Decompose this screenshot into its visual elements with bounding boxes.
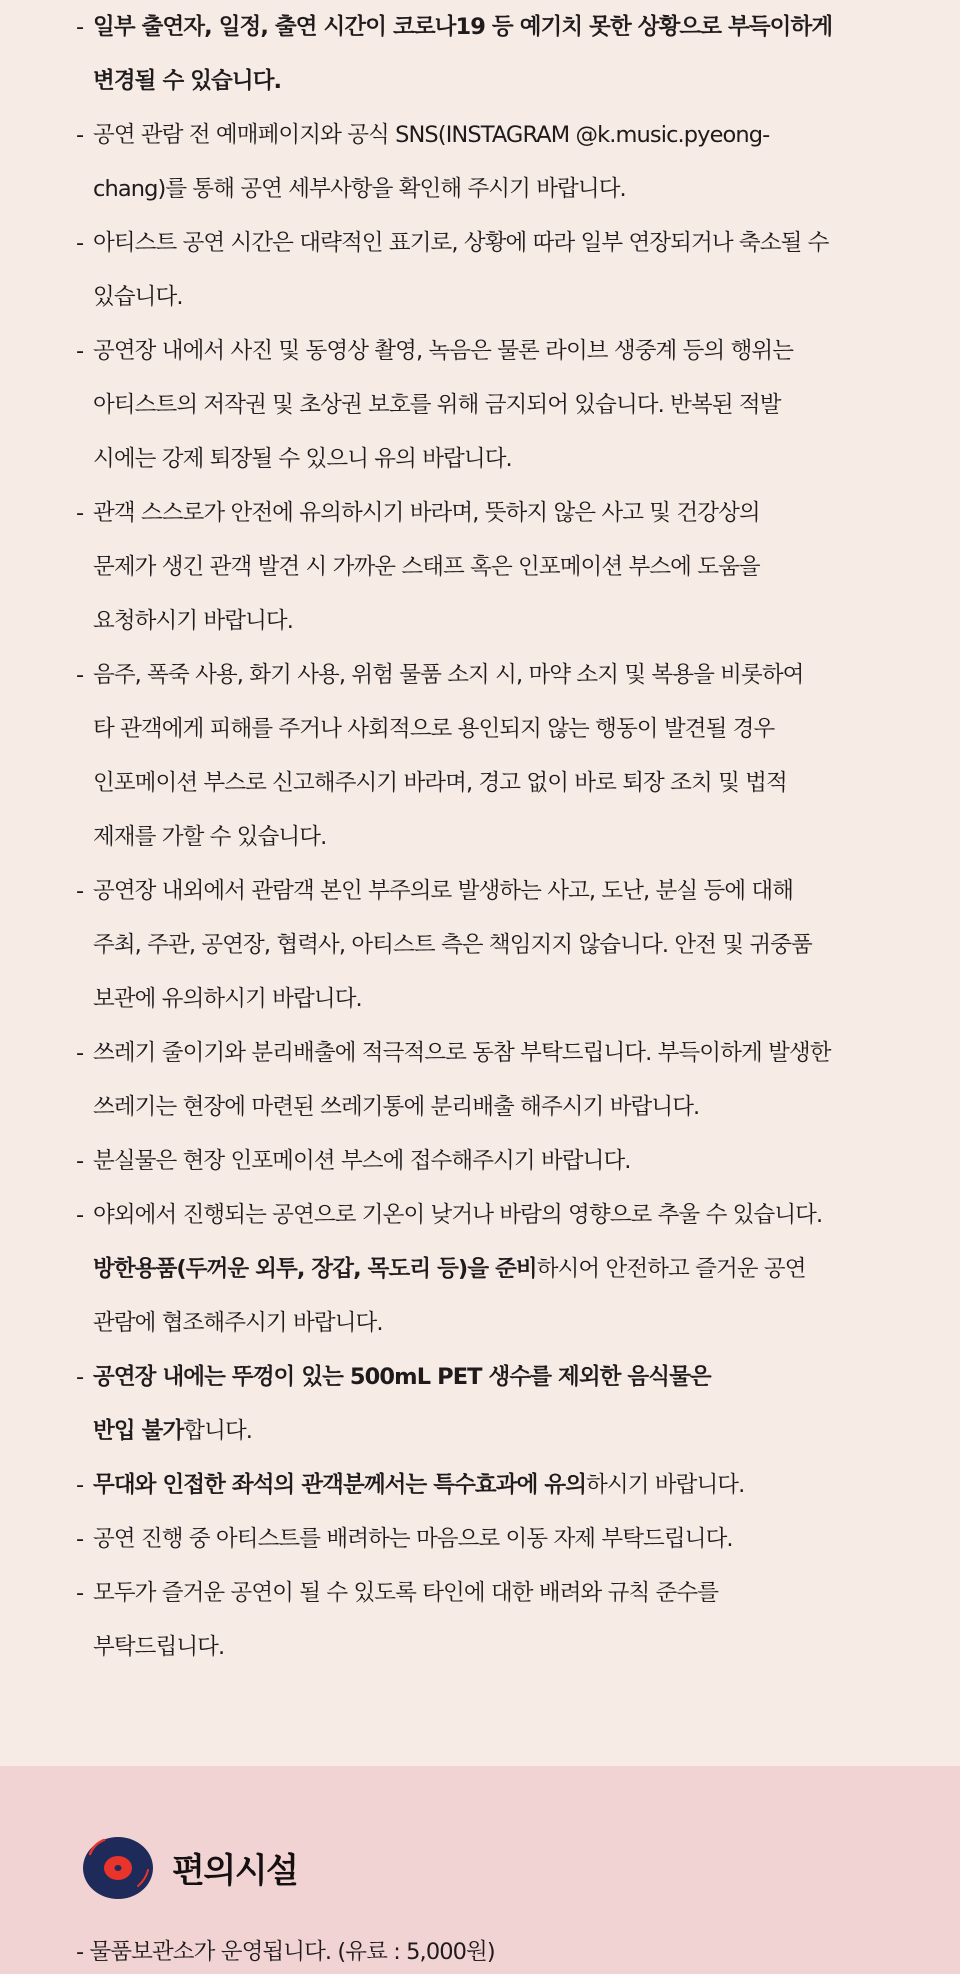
notice-text: 쓰레기는 현장에 마련된 쓰레기통에 분리배출 해주시기 바랍니다.	[93, 1094, 700, 1120]
bullet-dash: -	[76, 1040, 84, 1066]
notice-text: 공연 진행 중 아티스트를 배려하는 마음으로 이동 자제 부탁드립니다.	[93, 1526, 733, 1552]
notice-list	[76, 0, 946, 1674]
notice-text: 하시기 바랍니다.	[586, 1472, 745, 1498]
notice-text: 쓰레기 줄이기와 분리배출에 적극적으로 동참 부탁드립니다. 부득이하게 발생한	[93, 1040, 831, 1066]
notice-text: 관람에 협조해주시기 바랍니다.	[93, 1310, 383, 1336]
notice-line	[93, 1350, 946, 1404]
notice-line	[93, 324, 946, 378]
notice-line	[93, 270, 946, 324]
notice-line	[93, 1080, 946, 1134]
notice-line	[93, 216, 946, 270]
notice-line	[93, 864, 946, 918]
notice-line	[93, 1026, 946, 1080]
notice-item	[76, 324, 946, 486]
notice-line	[93, 108, 946, 162]
notice-text: 공연 관람 전 예매페이지와 공식 SNS(INSTAGRAM @k.music.pyeong-	[93, 122, 770, 148]
notice-item	[76, 486, 946, 648]
bullet-dash: -	[76, 662, 84, 688]
notice-line	[93, 540, 946, 594]
notice-item	[76, 1458, 946, 1512]
notice-line	[93, 1458, 946, 1512]
facility-section	[0, 1766, 960, 1974]
notice-text: 공연장 내외에서 관람객 본인 부주의로 발생하는 사고, 도난, 분실 등에 대해	[93, 878, 794, 904]
notice-line	[93, 1404, 946, 1458]
bullet-dash: -	[76, 14, 84, 40]
notice-line	[93, 810, 946, 864]
notice-text-bold: 방한용품(두꺼운 외투, 장갑, 목도리 등)을 준비	[93, 1256, 537, 1282]
notice-item	[76, 1134, 946, 1188]
notice-line	[93, 0, 946, 54]
notice-line	[93, 1296, 946, 1350]
notice-item	[76, 1512, 946, 1566]
notice-text-bold: 공연장 내에는 뚜껑이 있는 500mL PET 생수를 제외한 음식물은	[93, 1364, 711, 1390]
notice-item	[76, 1566, 946, 1674]
bullet-dash: -	[76, 230, 84, 256]
notice-line	[93, 1512, 946, 1566]
bullet-dash: -	[76, 1364, 84, 1390]
bullet-dash: -	[76, 338, 84, 364]
bullet-dash: -	[76, 1202, 84, 1228]
notice-item	[76, 0, 946, 108]
notice-text: 타 관객에게 피해를 주거나 사회적으로 용인되지 않는 행동이 발견될 경우	[93, 716, 775, 742]
notice-line	[93, 378, 946, 432]
notice-item	[76, 1188, 946, 1350]
notice-text: chang)를 통해 공연 세부사항을 확인해 주시기 바랍니다.	[93, 176, 626, 202]
bullet-dash: -	[76, 122, 84, 148]
bullet-dash: -	[76, 1580, 84, 1606]
notice-line	[93, 1188, 946, 1242]
notice-item	[76, 648, 946, 864]
bullet-dash: -	[76, 1148, 84, 1174]
bullet-dash: -	[76, 1526, 84, 1552]
notice-item	[76, 1026, 946, 1134]
notice-line	[93, 54, 946, 108]
notice-item	[76, 108, 946, 216]
notice-text: 문제가 생긴 관객 발견 시 가까운 스태프 혹은 인포메이션 부스에 도움을	[93, 554, 760, 580]
bullet-dash: -	[76, 878, 84, 904]
notice-text: 시에는 강제 퇴장될 수 있으니 유의 바랍니다.	[93, 446, 512, 472]
facility-item-locker: - 물품보관소가 운영됩니다. (유료 : 5,000원)	[76, 1939, 495, 1965]
notice-line	[93, 1134, 946, 1188]
notice-line	[93, 594, 946, 648]
notice-text: 아티스트의 저작권 및 초상권 보호를 위해 금지되어 있습니다. 반복된 적발	[93, 392, 781, 418]
notice-text: 보관에 유의하시기 바랍니다.	[93, 986, 362, 1012]
notice-text: 하시어 안전하고 즐거운 공연	[536, 1256, 806, 1282]
notice-text-bold: 변경될 수 있습니다.	[93, 68, 282, 94]
notice-item	[76, 216, 946, 324]
notice-text: 아티스트 공연 시간은 대략적인 표기로, 상황에 따라 일부 연장되거나 축소될 수	[93, 230, 829, 256]
notice-line	[93, 756, 946, 810]
notice-line	[93, 486, 946, 540]
facility-header	[80, 1832, 297, 1902]
notice-line	[93, 648, 946, 702]
facility-title: 편의시설	[172, 1850, 298, 1891]
notice-line	[93, 1566, 946, 1620]
notice-text-bold: 무대와 인접한 좌석의 관객분께서는 특수효과에 유의	[93, 1472, 587, 1498]
notice-text: 관객 스스로가 안전에 유의하시기 바라며, 뜻하지 않은 사고 및 건강상의	[93, 500, 760, 526]
notice-line	[93, 1242, 946, 1296]
notice-text: 음주, 폭죽 사용, 화기 사용, 위험 물품 소지 시, 마약 소지 및 복용을 비롯하여	[93, 662, 804, 688]
notice-text: 요청하시기 바랍니다.	[93, 608, 294, 634]
notice-line	[93, 972, 946, 1026]
vinyl-record-icon	[80, 1832, 156, 1902]
notice-text: 야외에서 진행되는 공연으로 기온이 낮거나 바람의 영향으로 추울 수 있습니다.	[93, 1202, 823, 1228]
notice-text: 공연장 내에서 사진 및 동영상 촬영, 녹음은 물론 라이브 생중계 등의 행위는	[93, 338, 794, 364]
notice-item	[76, 864, 946, 1026]
notice-text: 인포메이션 부스로 신고해주시기 바라며, 경고 없이 바로 퇴장 조치 및 법적	[93, 770, 787, 796]
notice-text: 합니다.	[183, 1418, 253, 1444]
notice-text-bold: 반입 불가	[93, 1418, 184, 1444]
notice-line	[93, 918, 946, 972]
notice-line	[93, 432, 946, 486]
bullet-dash: -	[76, 500, 84, 526]
bullet-dash: -	[76, 1472, 84, 1498]
notice-text: 제재를 가할 수 있습니다.	[93, 824, 327, 850]
notice-line	[93, 702, 946, 756]
notice-line	[93, 162, 946, 216]
notice-text: 있습니다.	[93, 284, 183, 310]
notice-line	[93, 1620, 946, 1674]
notice-text: 부탁드립니다.	[93, 1634, 225, 1660]
notice-text: 주최, 주관, 공연장, 협력사, 아티스트 측은 책임지지 않습니다. 안전 및 귀중품	[93, 932, 812, 958]
notice-text: 모두가 즐거운 공연이 될 수 있도록 타인에 대한 배려와 규칙 준수를	[93, 1580, 719, 1606]
notice-text: 분실물은 현장 인포메이션 부스에 접수해주시기 바랍니다.	[93, 1148, 631, 1174]
notice-item	[76, 1350, 946, 1458]
notice-text-bold: 일부 출연자, 일정, 출연 시간이 코로나19 등 예기치 못한 상황으로 부득이하게	[93, 14, 833, 40]
